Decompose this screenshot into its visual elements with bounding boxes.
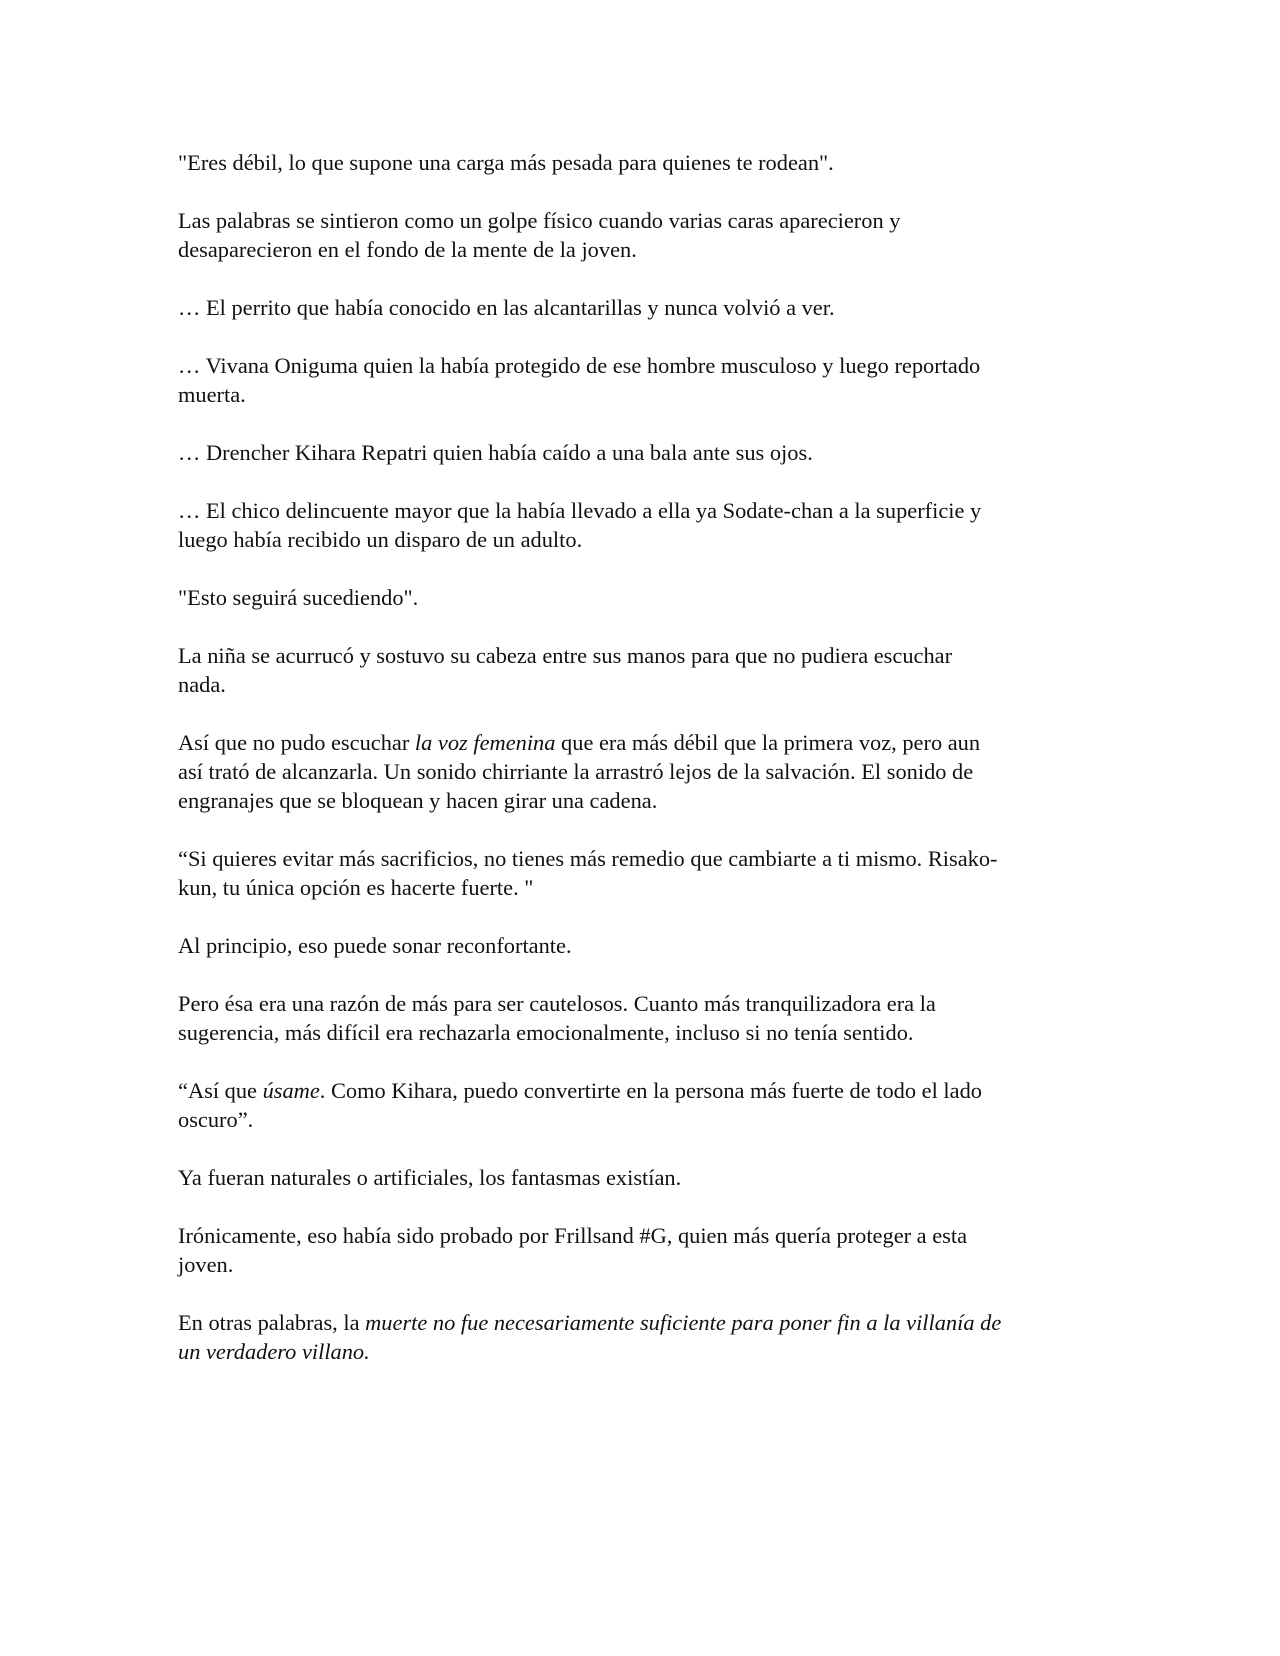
italic-text: un verdadero villano. [178, 1339, 370, 1364]
paragraph [178, 1221, 1108, 1279]
text-segment: … Drencher Kihara Repatri quien había caído a una bala ante sus ojos. [178, 440, 813, 465]
paragraph [178, 1163, 1108, 1192]
italic-text: muerte no fue necesariamente suficiente para poner fin a la villanía de [365, 1310, 1002, 1335]
text-line [178, 728, 1108, 757]
text-segment: oscuro”. [178, 1107, 254, 1132]
text-segment: Al principio, eso puede sonar reconfortante. [178, 933, 572, 958]
text-line [178, 235, 1108, 264]
paragraph [178, 1076, 1108, 1134]
text-segment: La niña se acurrucó y sostuvo su cabeza entre sus manos para que no pudiera escuchar [178, 643, 953, 668]
text-line [178, 1308, 1108, 1337]
text-line [178, 293, 1108, 322]
text-segment: En otras palabras, la [178, 1310, 366, 1335]
text-line [178, 206, 1108, 235]
text-segment: que era más débil que la primera voz, pero aun [555, 730, 981, 755]
text-segment: luego había recibido un disparo de un adulto. [178, 527, 583, 552]
text-segment: Irónicamente, eso había sido probado por Frillsand #G, quien más quería proteger a esta [178, 1223, 968, 1248]
text-line [178, 786, 1108, 815]
document-page [178, 148, 1108, 1395]
text-segment: engranajes que se bloquean y hacen girar una cadena. [178, 788, 658, 813]
text-segment: nada. [178, 672, 226, 697]
italic-text: la voz femenina [414, 730, 556, 755]
paragraph [178, 206, 1108, 264]
text-segment: Ya fueran naturales o artificiales, los fantasmas existían. [178, 1165, 682, 1190]
text-line [178, 1105, 1108, 1134]
text-line [178, 989, 1108, 1018]
text-segment: Las palabras se sintieron como un golpe físico cuando varias caras aparecieron y [178, 208, 901, 233]
text-segment: desaparecieron en el fondo de la mente de la joven. [178, 237, 637, 262]
text-line [178, 1018, 1108, 1047]
text-segment: muerta. [178, 382, 246, 407]
text-line [178, 873, 1108, 902]
text-segment: "Eres débil, lo que supone una carga más pesada para quienes te rodean". [178, 150, 834, 175]
text-line [178, 931, 1108, 960]
paragraph [178, 148, 1108, 177]
text-segment: Pero ésa era una razón de más para ser cautelosos. Cuanto más tranquilizadora era la [178, 991, 936, 1016]
text-line [178, 380, 1108, 409]
paragraph [178, 931, 1108, 960]
text-line [178, 438, 1108, 467]
text-line [178, 641, 1108, 670]
text-line [178, 1337, 1108, 1366]
text-segment: “Si quieres evitar más sacrificios, no tienes más remedio que cambiarte a ti mismo. Risako- [178, 846, 998, 871]
text-line [178, 757, 1108, 786]
text-segment: sugerencia, más difícil era rechazarla emocionalmente, incluso si no tenía sentido. [178, 1020, 914, 1045]
text-line [178, 583, 1108, 612]
text-line [178, 351, 1108, 380]
text-line [178, 1076, 1108, 1105]
paragraph [178, 351, 1108, 409]
paragraph [178, 1308, 1108, 1366]
text-segment: kun, tu única opción es hacerte fuerte. " [178, 875, 534, 900]
italic-text: úsame [262, 1078, 320, 1103]
paragraph [178, 641, 1108, 699]
text-segment: … El perrito que había conocido en las alcantarillas y nunca volvió a ver. [178, 295, 835, 320]
text-line [178, 496, 1108, 525]
paragraph [178, 496, 1108, 554]
text-segment: Así que no pudo escuchar [178, 730, 415, 755]
text-line [178, 670, 1108, 699]
paragraph [178, 293, 1108, 322]
text-line [178, 844, 1108, 873]
text-line [178, 525, 1108, 554]
text-segment: … Vivana Oniguma quien la había protegido de ese hombre musculoso y luego reportado [178, 353, 981, 378]
text-segment: joven. [178, 1252, 234, 1277]
text-segment: "Esto seguirá sucediendo". [178, 585, 419, 610]
paragraph [178, 989, 1108, 1047]
paragraph [178, 728, 1108, 815]
paragraph [178, 844, 1108, 902]
text-segment: . Como Kihara, puedo convertirte en la persona más fuerte de todo el lado [319, 1078, 982, 1103]
text-segment: “Así que [178, 1078, 263, 1103]
paragraph [178, 438, 1108, 467]
text-segment: … El chico delincuente mayor que la había llevado a ella ya Sodate-chan a la superficie y [178, 498, 982, 523]
text-segment: así trató de alcanzarla. Un sonido chirriante la arrastró lejos de la salvación. El sonido de [178, 759, 974, 784]
text-line [178, 148, 1108, 177]
paragraph [178, 583, 1108, 612]
text-line [178, 1221, 1108, 1250]
text-line [178, 1250, 1108, 1279]
text-line [178, 1163, 1108, 1192]
